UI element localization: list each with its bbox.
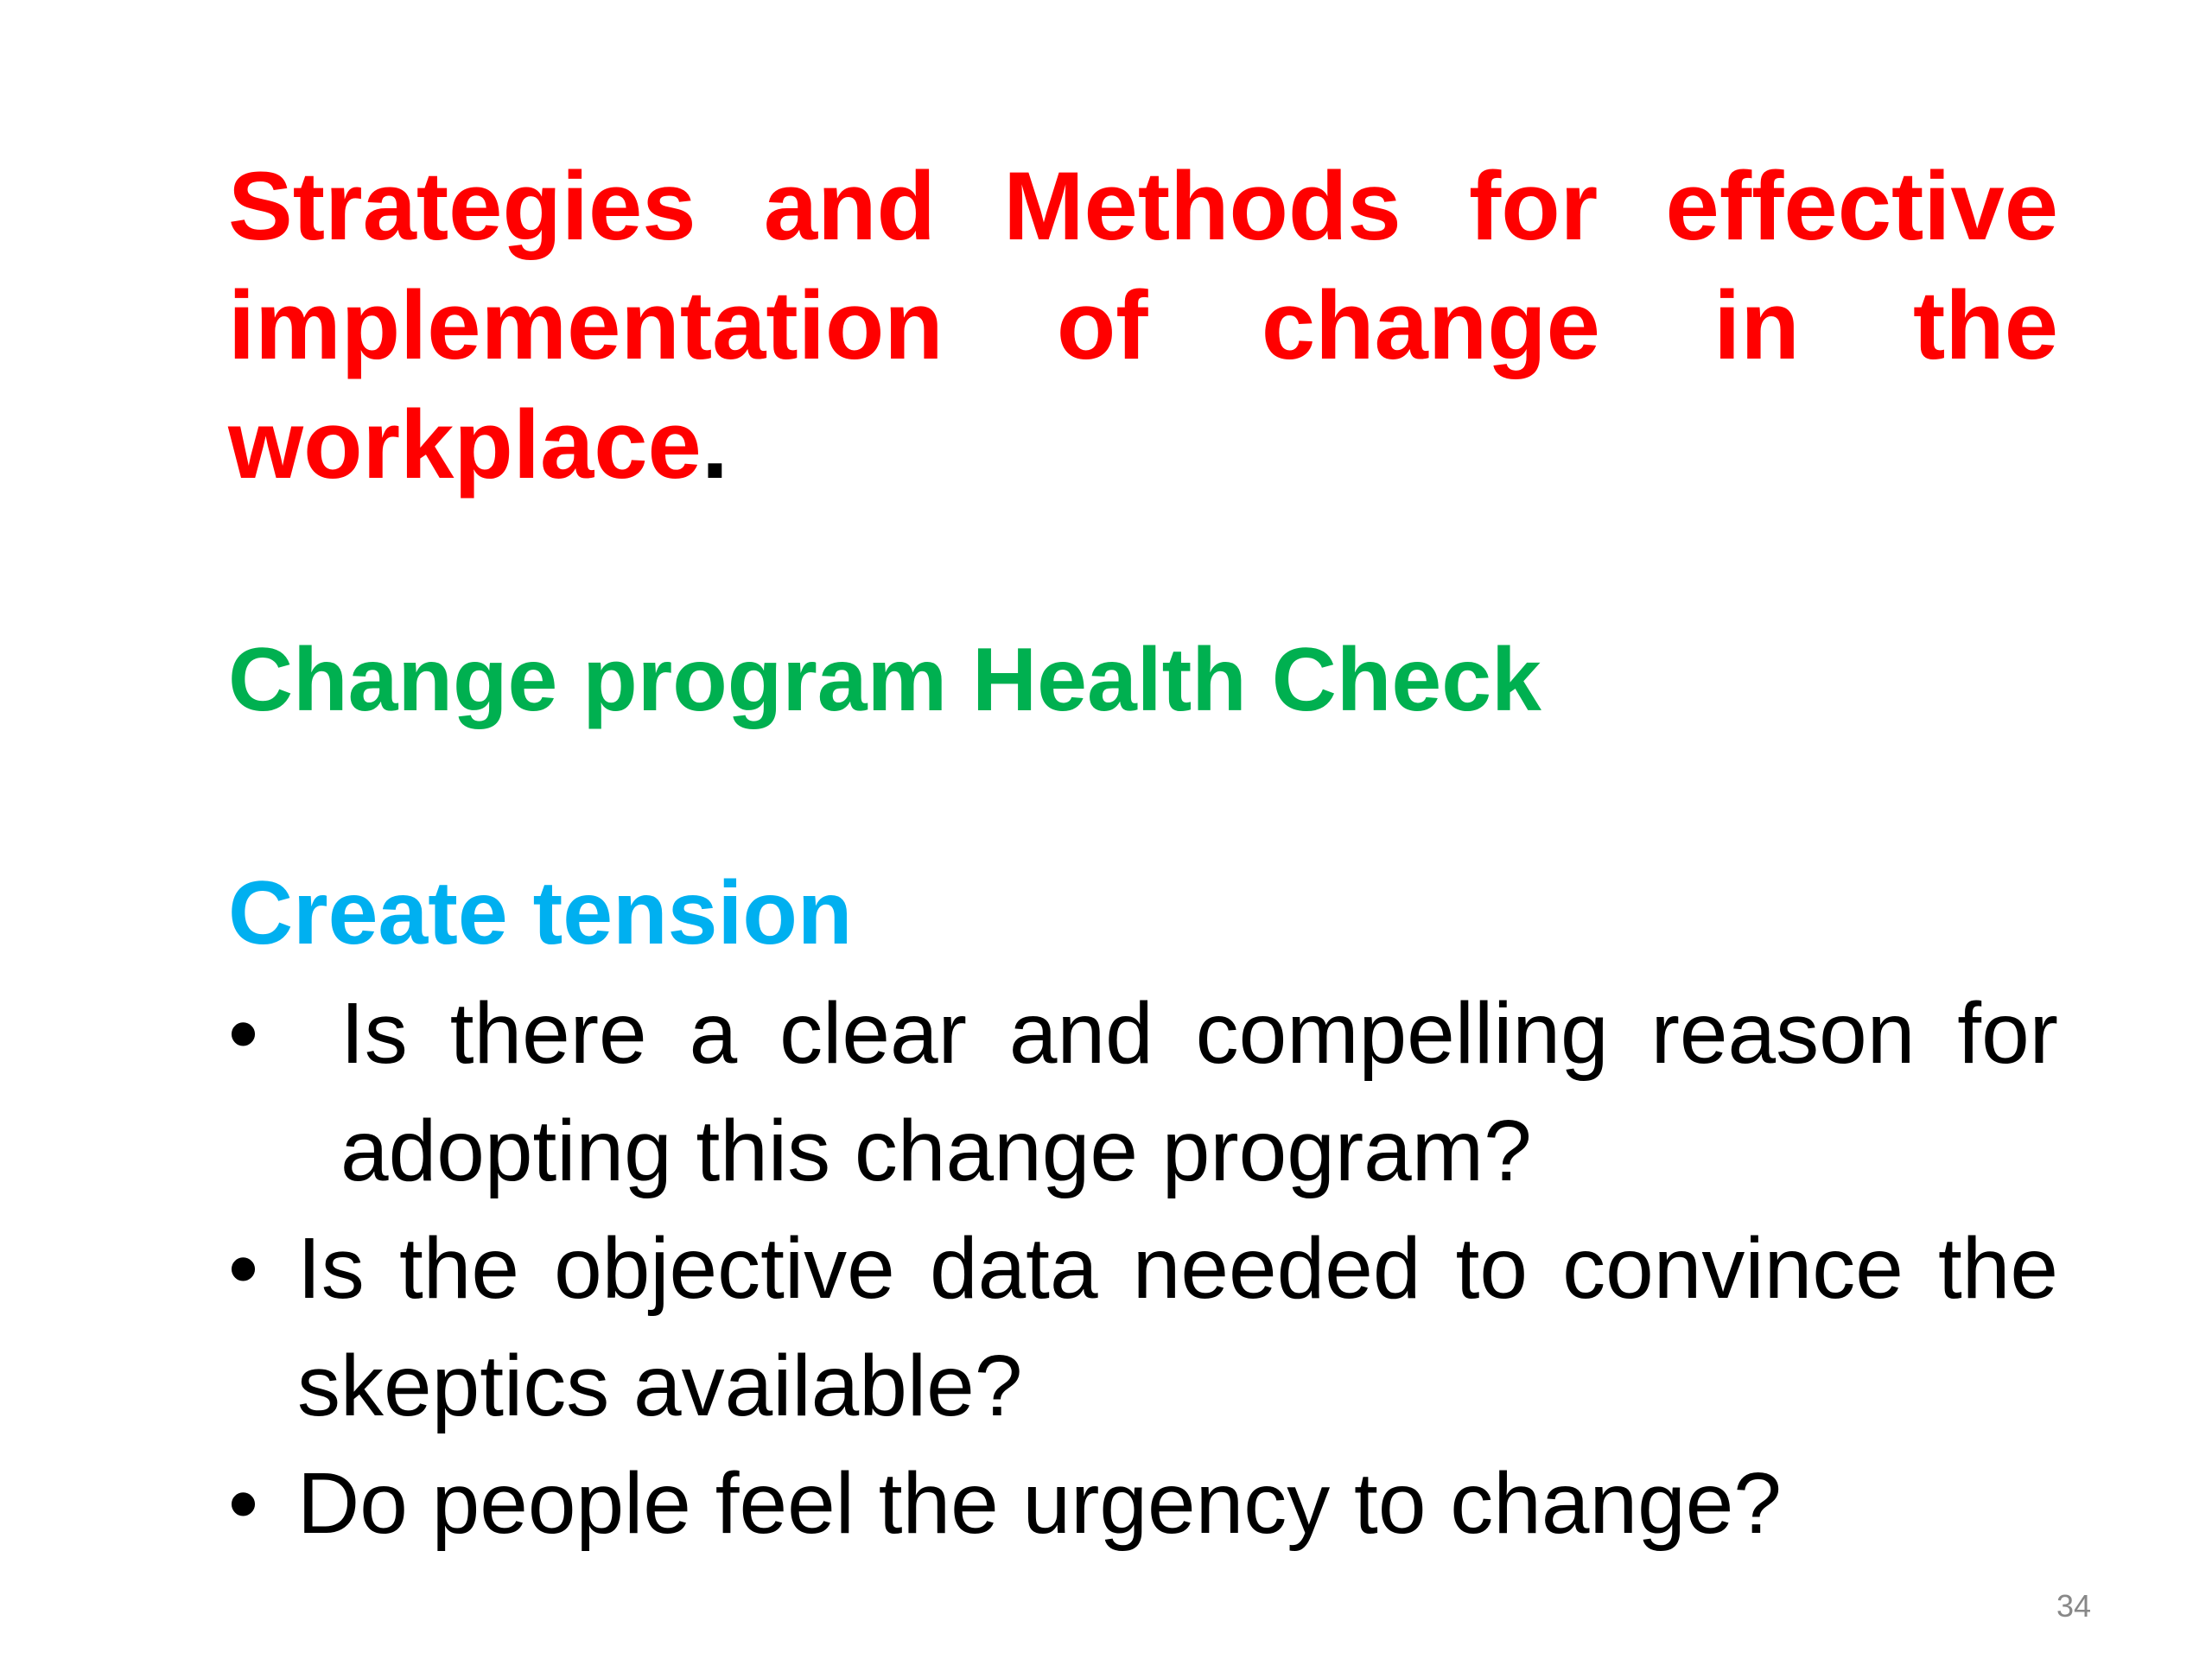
bullet-icon: • [228, 1220, 259, 1317]
bullet-icon: • [228, 1455, 259, 1552]
bullet-list [228, 975, 2058, 1562]
bullet-text: Is the objective data needed to convince the skeptics available? [297, 1220, 2058, 1434]
section-heading: Create tension [228, 863, 853, 963]
slide-content [228, 147, 2058, 1562]
slide-title [228, 147, 2058, 505]
bullet-text: Do people feel the urgency to change? [297, 1455, 1782, 1552]
bullet-item [228, 975, 2058, 1210]
bullet-item [228, 1210, 2058, 1445]
page-number: 34 [2056, 1588, 2091, 1624]
subtitle: Change program Health Check [228, 630, 1541, 730]
bullet-icon: • [228, 985, 259, 1082]
bullet-text: Is there a clear and compelling reason for adopting this change program? [340, 985, 2058, 1199]
slide-title-period: . [701, 391, 728, 499]
slide-title-text: Strategies and Methods for effective implementation of change in the workplace [228, 152, 2058, 499]
bullet-item [228, 1445, 2058, 1562]
